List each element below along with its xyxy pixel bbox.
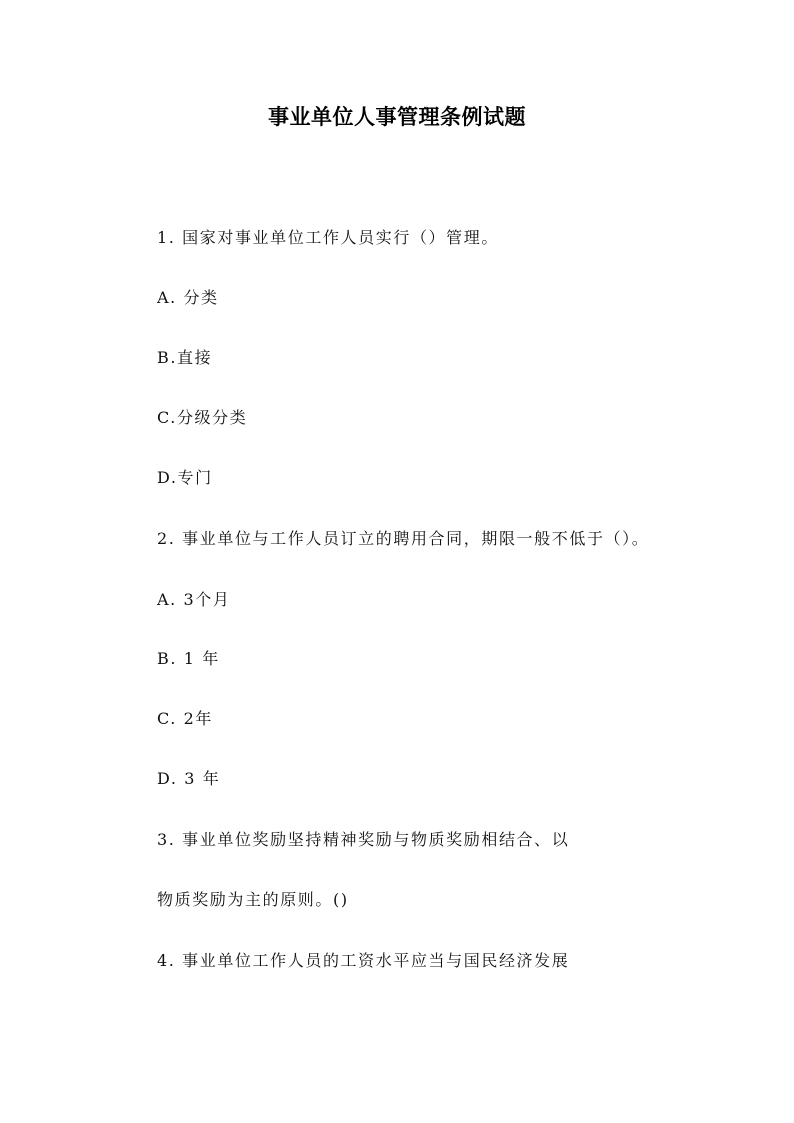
question-2-option-d: D. 3 年 — [157, 769, 221, 788]
question-2-option-a: A. 3个月 — [157, 590, 231, 609]
document-title: 事业单位人事管理条例试题 — [268, 105, 526, 129]
question-4-text: 4. 事业单位工作人员的工资水平应当与国民经济发展 — [157, 951, 570, 970]
question-1-option-c: C.分级分类 — [157, 408, 248, 427]
question-3-text-continued: 物质奖励为主的原则。() — [157, 890, 349, 909]
question-1-option-d: D.专门 — [157, 468, 213, 487]
question-1-text: 1. 国家对事业单位工作人员实行（）管理。 — [157, 228, 499, 247]
question-1-option-a: A. 分类 — [157, 288, 219, 307]
question-3-text: 3. 事业单位奖励坚持精神奖励与物质奖励相结合、以 — [157, 830, 570, 849]
question-2-option-c: C. 2年 — [157, 709, 214, 728]
question-2-option-b: B. 1 年 — [157, 649, 220, 668]
question-1-option-b: B.直接 — [157, 348, 213, 367]
question-2-text: 2. 事业单位与工作人员订立的聘用合同，期限一般不低于（）。 — [157, 529, 650, 548]
